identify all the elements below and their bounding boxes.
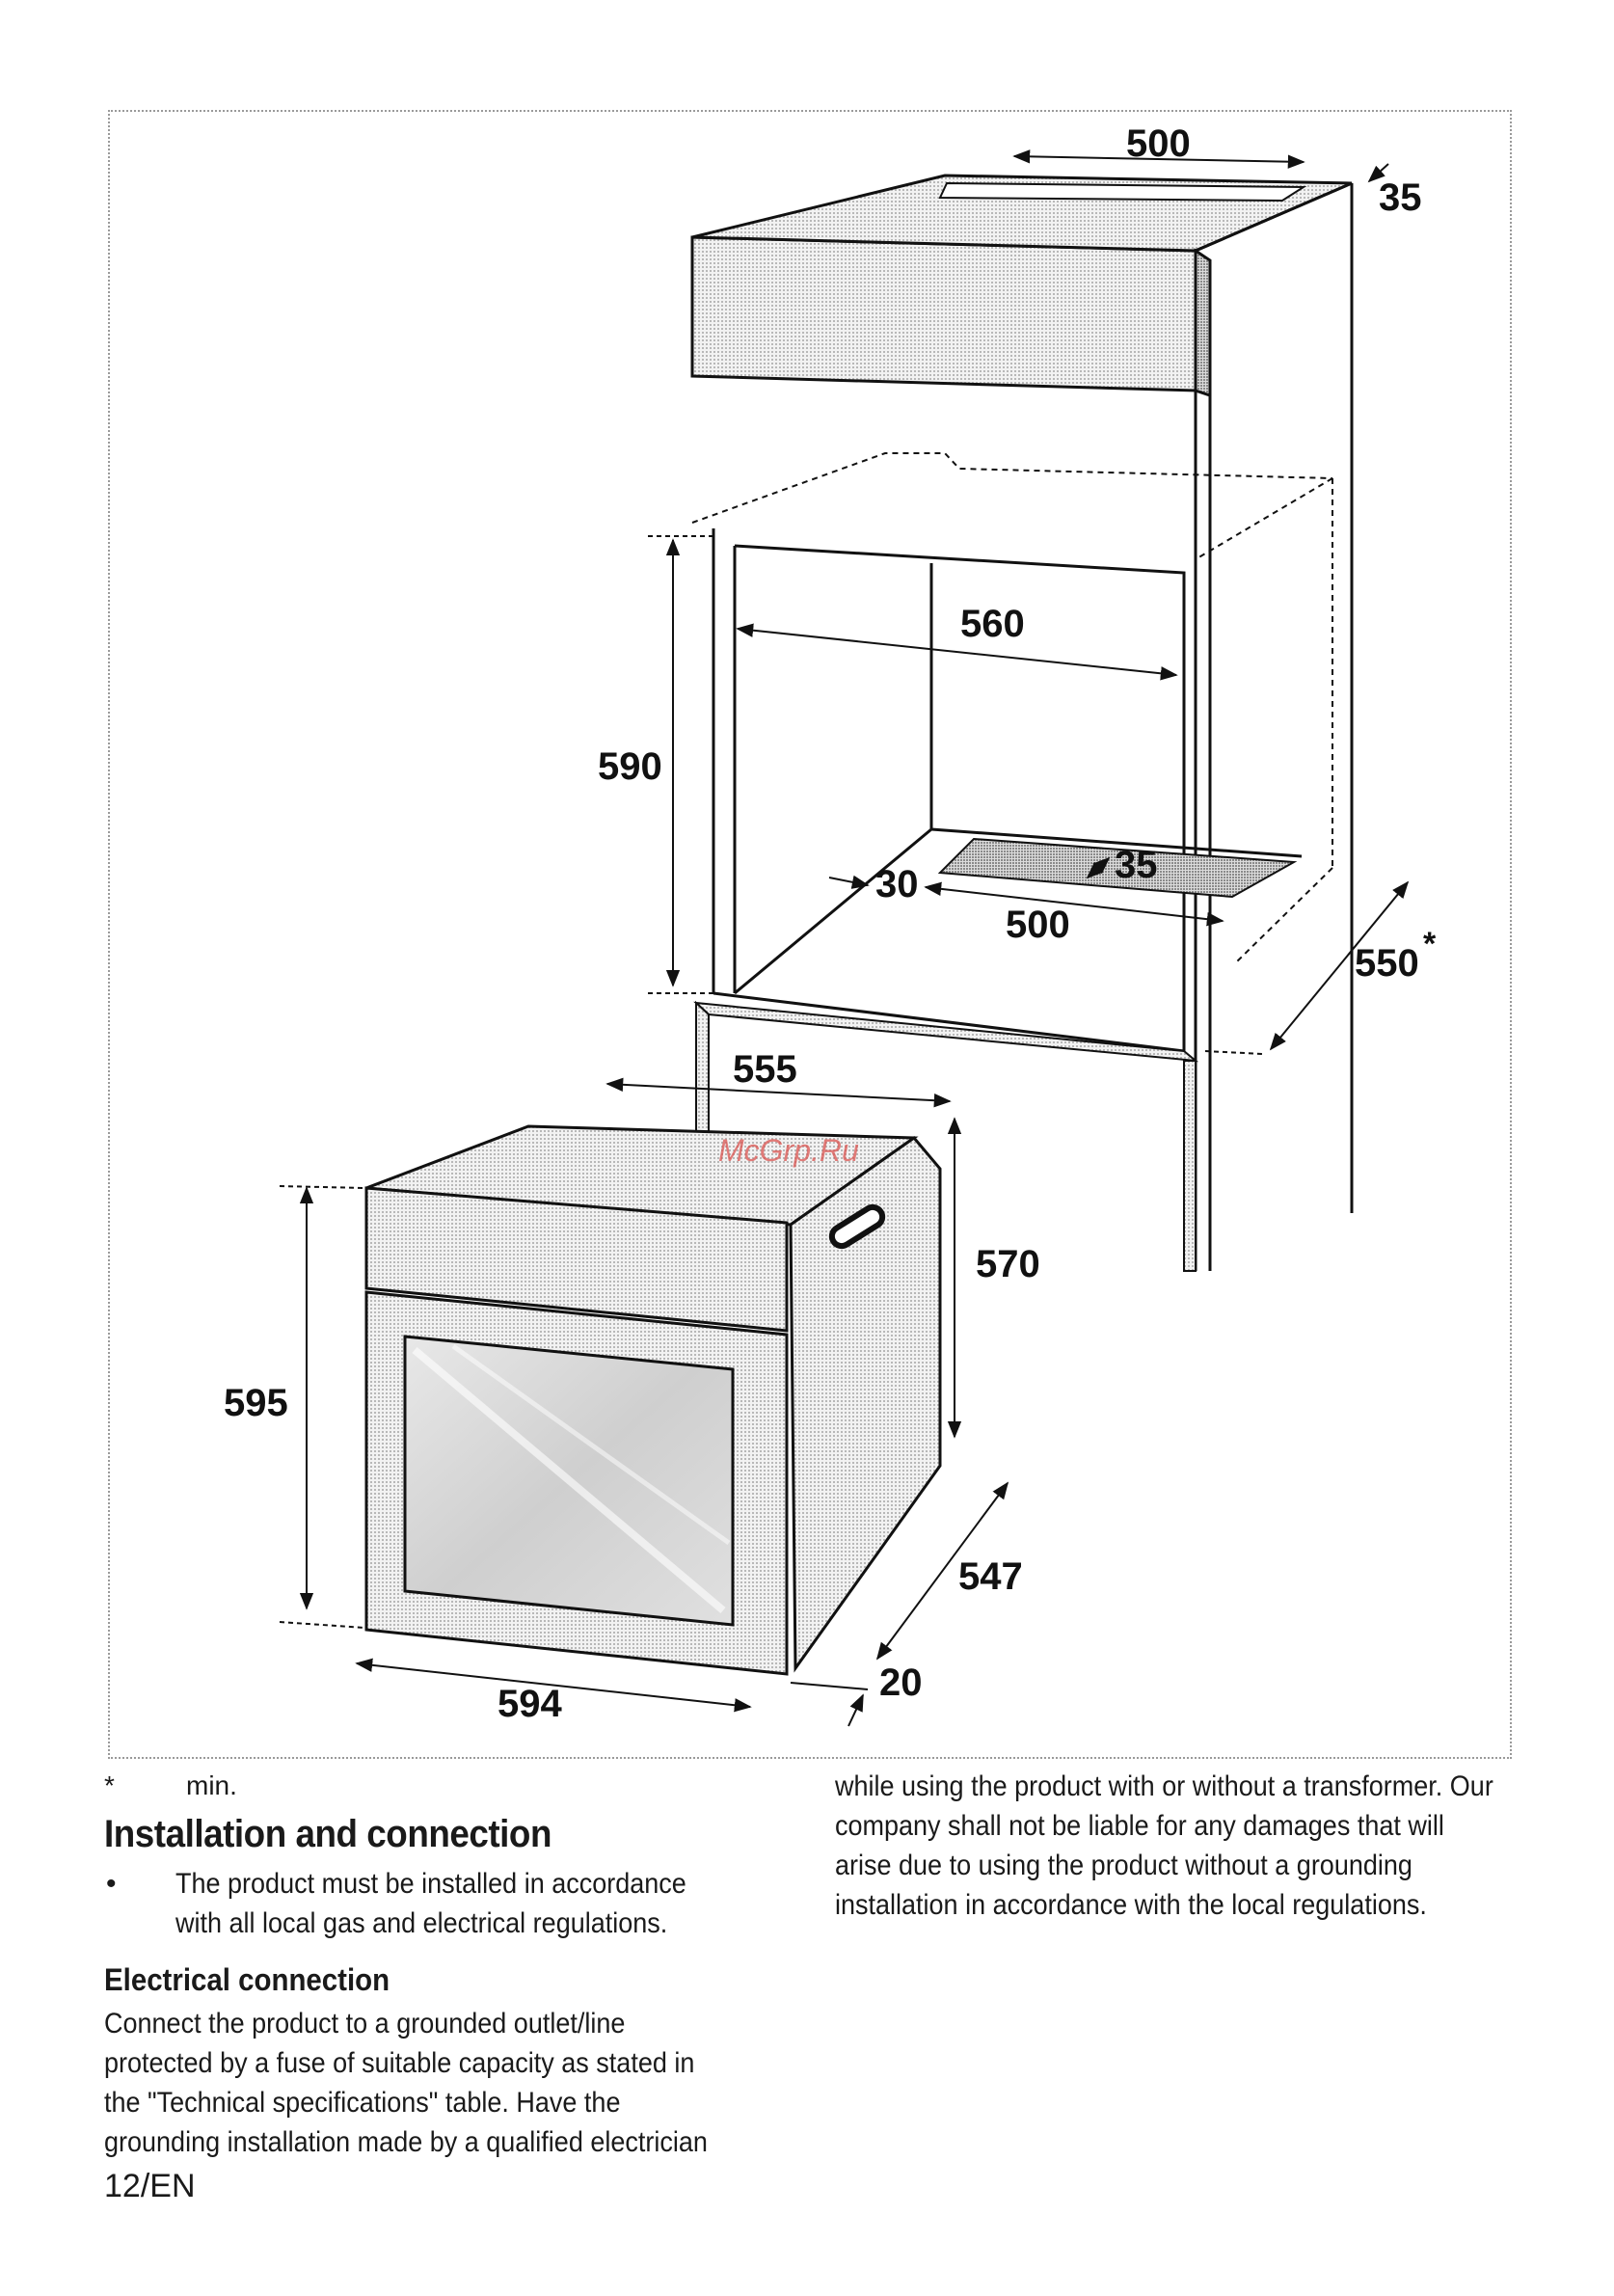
body-text-continued: while using the product with or without a transformer. Our company shall not be liable for any damages that will arise due to using the product without a grounding installation in accordance with the local regulations. bbox=[835, 1770, 1493, 1921]
dim-oven-depth-top: 555 bbox=[733, 1048, 797, 1091]
dim-top-depth: 500 bbox=[1126, 122, 1191, 165]
left-column bbox=[104, 1813, 798, 2162]
dim-oven-depth: 547 bbox=[958, 1555, 1023, 1598]
bullet-symbol: • bbox=[106, 1868, 117, 1900]
bullet-item bbox=[104, 1864, 798, 1943]
dim-oven-body-height: 570 bbox=[976, 1243, 1040, 1285]
bullet-text: The product must be installed in accordance with all local gas and electrical regulations. bbox=[175, 1868, 686, 1939]
dim-top-gap: 35 bbox=[1379, 176, 1422, 219]
dim-front-panel: 20 bbox=[879, 1661, 923, 1704]
oven bbox=[366, 1126, 940, 1674]
dim-oven-width: 594 bbox=[498, 1683, 562, 1725]
subsection-title: Electrical connection bbox=[104, 1962, 390, 1997]
dim-niche-depth-mark: * bbox=[1423, 926, 1437, 962]
footnote bbox=[104, 1770, 237, 1801]
dim-niche-height: 590 bbox=[598, 745, 662, 788]
dim-oven-height: 595 bbox=[224, 1382, 288, 1424]
right-column bbox=[835, 1767, 1529, 1925]
dim-niche-width: 560 bbox=[960, 603, 1025, 645]
section-title: Installation and connection bbox=[104, 1813, 551, 1855]
body-text: Connect the product to a grounded outlet/line protected by a fuse of suitable capacity as stated in the "Technical specifications" table. Have the grounding installation made by a qualified electrician bbox=[104, 2008, 708, 2158]
watermark: McGrp.Ru bbox=[718, 1133, 859, 1168]
dim-bottom-vent-width: 500 bbox=[1006, 904, 1070, 946]
footnote-text: min. bbox=[186, 1770, 237, 1800]
dim-niche-depth: 550 bbox=[1355, 942, 1419, 985]
page-number: 12/EN bbox=[104, 2168, 196, 2204]
cabinet bbox=[692, 176, 1352, 1271]
footnote-symbol: * bbox=[104, 1770, 115, 1800]
dim-bottom-side-gap: 30 bbox=[875, 863, 919, 905]
dim-bottom-vent-depth: 35 bbox=[1115, 844, 1158, 886]
